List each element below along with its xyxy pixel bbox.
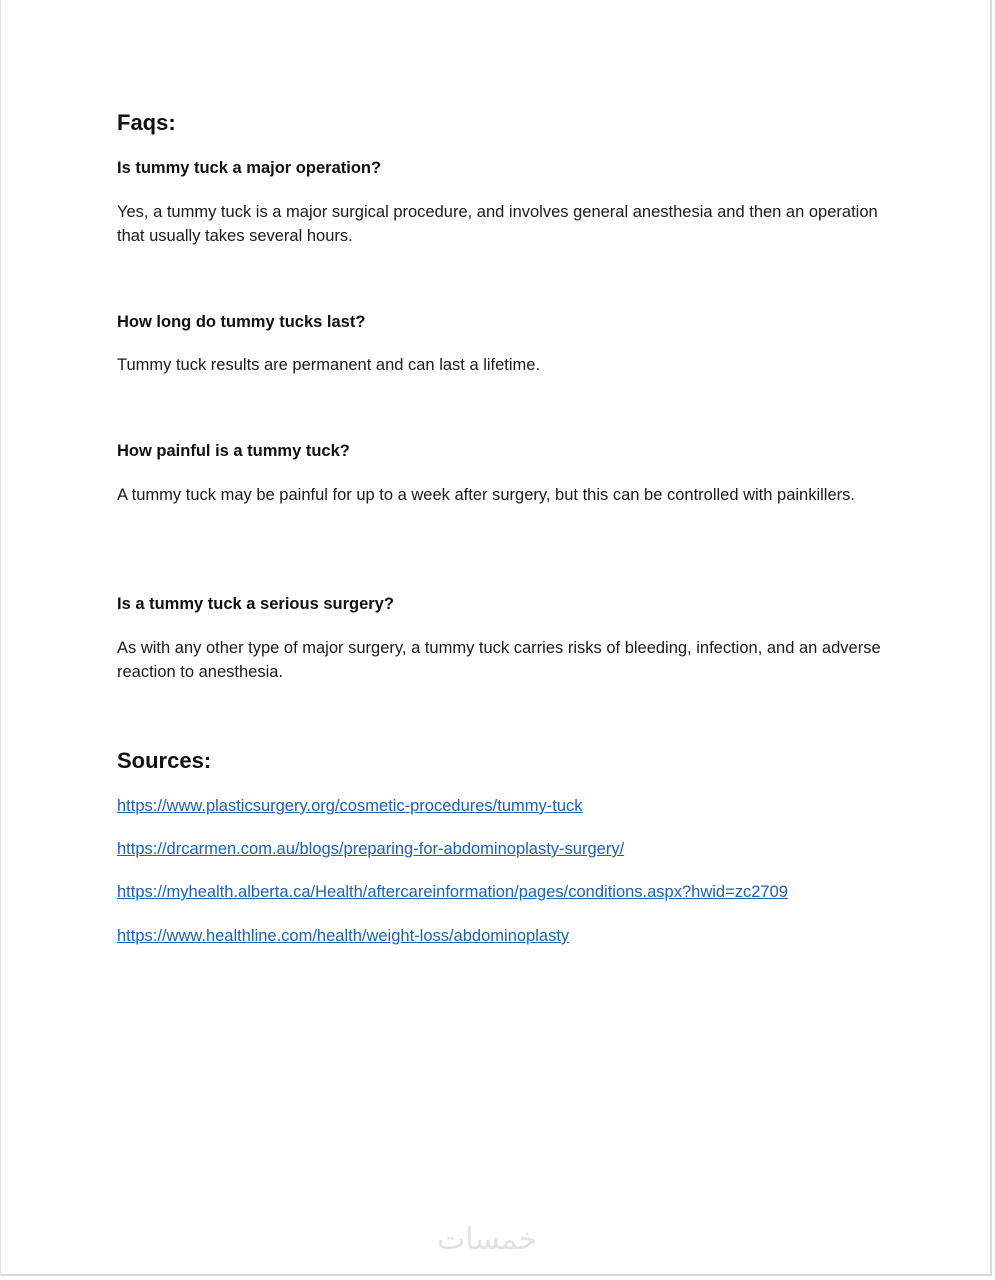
faqs-heading: Faqs: [117, 110, 176, 135]
faq-answer-4: As with any other type of major surgery, a tummy tuck carries risks of bleeding, infection, and an adverse reaction to anesthesia. [117, 639, 881, 681]
watermark-logo: خمسات [437, 1222, 538, 1257]
faq-answer-3: A tummy tuck may be painful for up to a week after surgery, but this can be controlled with painkillers. [117, 486, 855, 504]
sources-heading: Sources: [117, 748, 212, 773]
source-link-3[interactable]: https://myhealth.alberta.ca/Health/aftercareinformation/pages/conditions.aspx?hwid=zc2709 [117, 883, 788, 901]
faq-question-3: How painful is a tummy tuck? [117, 442, 350, 460]
faq-answer-2: Tummy tuck results are permanent and can last a lifetime. [117, 356, 541, 374]
faq-answer-1: Yes, a tummy tuck is a major surgical procedure, and involves general anesthesia and then an operation that usually takes several hours. [117, 203, 878, 245]
source-link-2[interactable]: https://drcarmen.com.au/blogs/preparing-for-abdominoplasty-surgery/ [117, 840, 625, 858]
source-link-1[interactable]: https://www.plasticsurgery.org/cosmetic-procedures/tummy-tuck [117, 797, 583, 815]
faq-question-4: Is a tummy tuck a serious surgery? [117, 595, 394, 613]
faq-question-1: Is tummy tuck a major operation? [117, 159, 382, 177]
source-link-4[interactable]: https://www.healthline.com/health/weight-loss/abdominoplasty [117, 927, 570, 945]
faq-question-2: How long do tummy tucks last? [117, 313, 366, 331]
